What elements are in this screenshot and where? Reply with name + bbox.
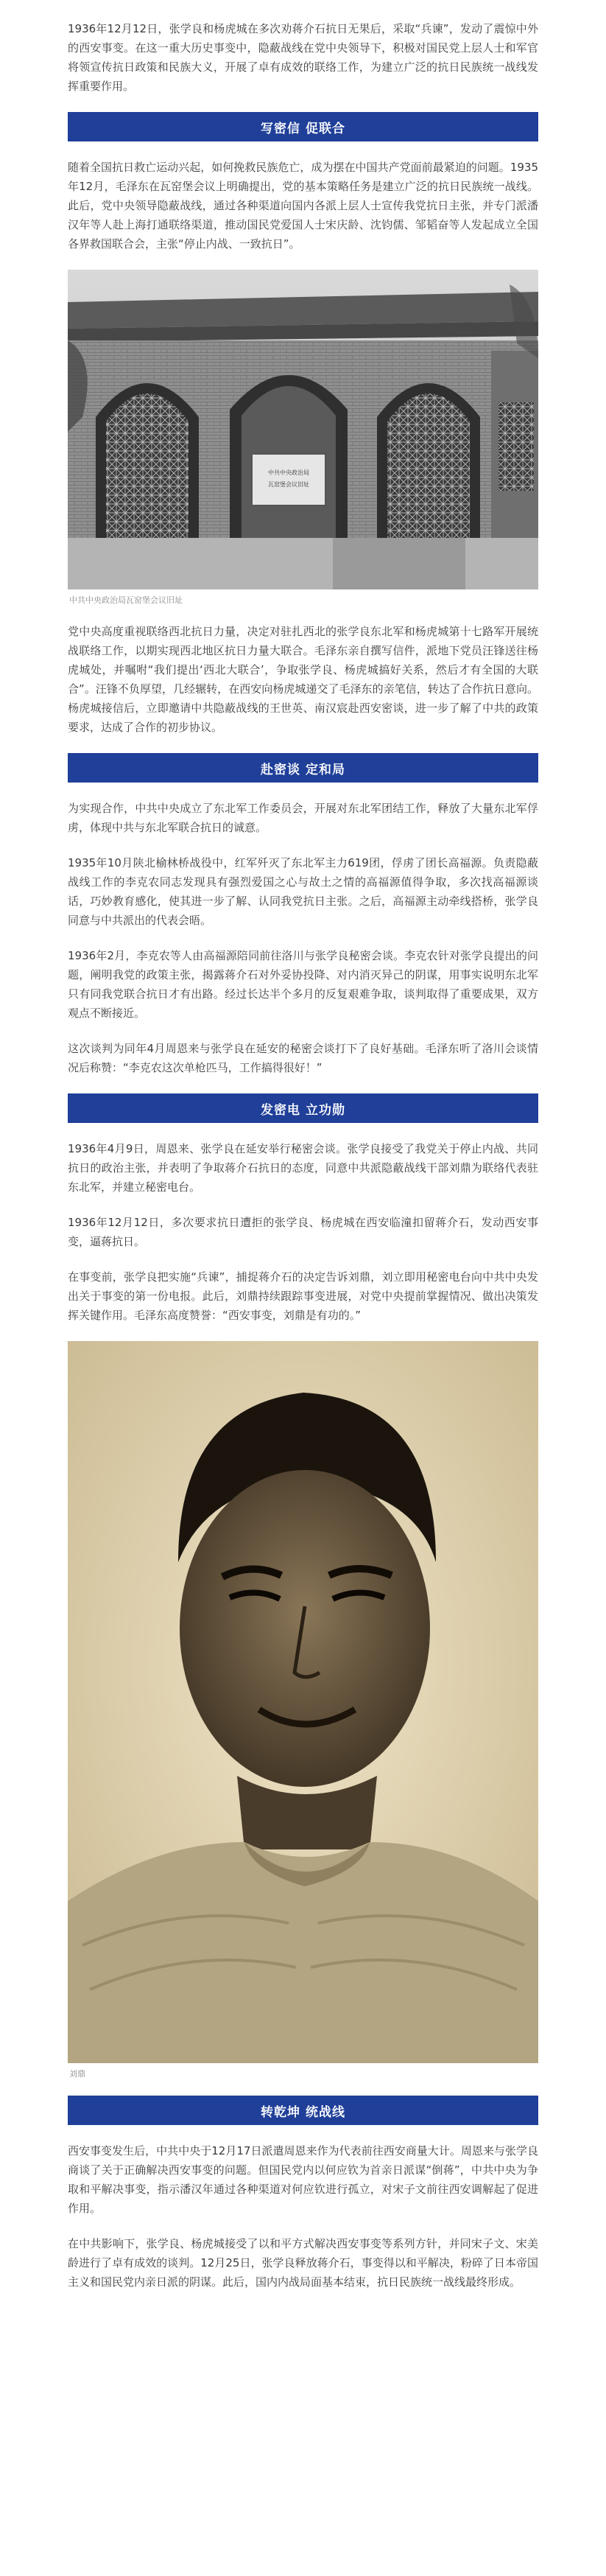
section-2-paragraph: 这次谈判为同年4月周恩来与张学良在延安的秘密会谈打下了良好基础。毛泽东听了洛川会谈情况后称赞：“李克农这次单枪匹马，工作搞得很好！”	[68, 1042, 538, 1074]
article-content	[0, 19, 606, 2292]
top-spacer	[0, 0, 606, 9]
section-title: 发密电 立功勋	[261, 1102, 345, 1118]
section-4-paragraph: 西安事变发生后，中共中央于12月17日派遣周恩来作为代表前往西安商量大计。周恩来与张学良商谈了关于正确解决西安事变的问题。但国民党内以何应钦为首亲日派谋“倒蒋”，中共中央为争取和平解决事变，指示潘汉年通过各种渠道对何应钦进行孤立，对宋子文前往西安调解起了促进作用。	[68, 2144, 538, 2215]
section-3-paragraph: 1936年12月12日，多次要求抗日遭拒的张学良、杨虎城在西安临潼扣留蒋介石，发动西安事变，逼蒋抗日。	[68, 1216, 538, 1248]
section-title: 转乾坤 统战线	[261, 2104, 345, 2120]
plaque-text: 中共中央政治局	[268, 469, 309, 476]
section-header-united-front	[68, 2096, 538, 2125]
section-header-secret-talk	[68, 753, 538, 783]
section-2-paragraph: 1936年2月，李克农等人由高福源陪同前往洛川与张学良秘密会谈。李克农针对张学良提出的问题，阐明我党的政策主张，揭露蒋介石对外妥协投降、对内消灭异己的阴谋，用事实说明东北军只有同我党联合抗日才有出路。经过长达半个多月的反复艰难争取，谈判取得了重要成果，双方观点不断接近。	[68, 949, 538, 1020]
section-4-paragraph: 在中共影响下，张学良、杨虎城接受了以和平方式解决西安事变等系列方针，并同宋子文、宋美龄进行了卓有成效的谈判。12月25日，张学良释放蒋介石，事变得以和平解决，粉碎了日本帝国主义和国民党内亲日派的阴谋。此后，国内内战局面基本结束，抗日民族统一战线最终形成。	[68, 2237, 538, 2289]
photo-wayaobao-site	[68, 270, 538, 589]
svg-text:瓦窑堡会议旧址: 瓦窑堡会议旧址	[268, 481, 309, 488]
liu-ding-portrait-image	[68, 1341, 538, 2063]
section-header-secret-telegram	[68, 1093, 538, 1123]
photo-liu-ding	[68, 1341, 538, 2063]
section-2-paragraph: 1935年10月陕北榆林桥战役中，红军歼灭了东北军主力619团，俘虏了团长高福源。负责隐蔽战线工作的李克农同志发现具有强烈爱国之心与故土之情的高福源值得争取，多次找高福源谈话，巧妙教育感化，使其进一步了解、认同我党抗日主张。之后，高福源主动牵线搭桥，张学良同意与中共派出的代表会晤。	[68, 856, 538, 927]
intro-paragraph: 1936年12月12日，张学良和杨虎城在多次劝蒋介石抗日无果后，采取“兵谏”，发动了震惊中外的西安事变。在这一重大历史事变中，隐蔽战线在党中央领导下，积极对国民党上层人士和军官将领宣传抗日政策和民族大义，开展了卓有成效的联络工作，为建立广泛的抗日民族统一战线发挥重要作用。	[68, 22, 538, 93]
photo-caption: 中共中央政治局瓦窑堡会议旧址	[69, 595, 183, 605]
section-1-paragraph-after: 党中央高度重视联络西北抗日力量，决定对驻扎西北的张学良东北军和杨虎城第十七路军开展统战联络工作，以期实现西北地区抗日力量大联合。毛泽东亲自撰写信件，派地下党员汪锋送往杨虎城处，并嘱咐“我们提出‘西北大联合’，争取张学良、杨虎城搞好关系，然后才有全国的大联合”。汪锋不负厚望，几经辗转，在西安向杨虎城递交了毛泽东的亲笔信，转达了合作抗日意向。杨虎城接信后，立即邀请中共隐蔽战线的王世英、南汉宸赴西安密谈，进一步了解了中共的政策要求，达成了合作的初步协议。	[68, 625, 538, 734]
section-1-paragraph: 随着全国抗日救亡运动兴起，如何挽救民族危亡，成为摆在中国共产党面前最紧迫的问题。1935年12月，毛泽东在瓦窑堡会议上明确提出，党的基本策略任务是建立广泛的抗日民族统一战线。此后，党中央领导隐蔽战线，通过各种渠道向国内各派上层人士宣传我党抗日主张，并专门派潘汉年等人赴上海打通联络渠道，推动国民党爱国人士宋庆龄、沈钧儒、邹韬奋等人发起成立全国各界救国联合会，主张“停止内战、一致抗日”。	[68, 161, 538, 251]
section-2-paragraph: 为实现合作，中共中央成立了东北军工作委员会，开展对东北军团结工作，释放了大量东北军俘虏，体现中共与东北军联合抗日的诚意。	[68, 802, 538, 834]
photo-caption: 刘鼎	[69, 2069, 85, 2079]
wayaobao-building-image	[68, 270, 538, 589]
section-header-write-letter	[68, 112, 538, 141]
section-title: 写密信 促联合	[261, 121, 345, 136]
section-title: 赴密谈 定和局	[261, 762, 345, 777]
section-3-paragraph: 在事变前，张学良把实施“兵谏”，捕捉蒋介石的决定告诉刘鼎，刘立即用秘密电台向中共中央发出关于事变的第一份电报。此后，刘鼎持续跟踪事变进展，对党中央提前掌握情况、做出决策发挥关键作用。毛泽东高度赞誉：“西安事变，刘鼎是有功的。”	[68, 1270, 538, 1322]
section-3-paragraph: 1936年4月9日，周恩来、张学良在延安举行秘密会谈。张学良接受了我党关于停止内战、共同抗日的政治主张，并表明了争取蒋介石抗日的态度，同意中共派隐蔽战线干部刘鼎为联络代表驻东北军，并建立秘密电台。	[68, 1142, 538, 1194]
